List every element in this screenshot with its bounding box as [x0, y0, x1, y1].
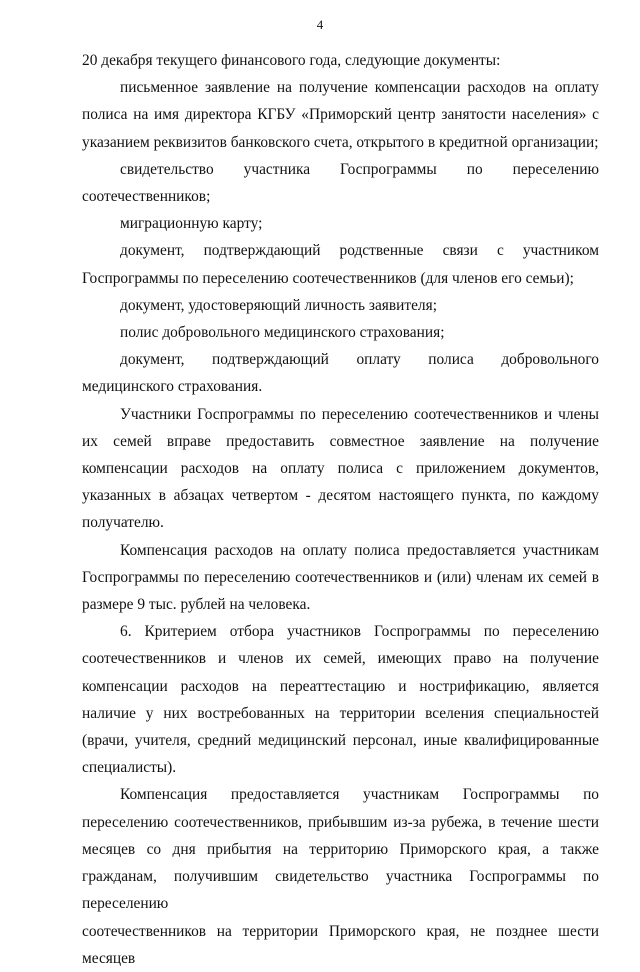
paragraph-joint-application: Участники Госпрограммы по переселению соотечественников и члены их семей вправе предоставить совместное заявление на получение компенсации расходов на оплату полиса с приложением документов, указанных в абзацах четвертом - десятом настоящего пункта, по каждому получателю.	[82, 405, 599, 532]
paragraph-payment-document: документ, подтверждающий оплату полиса добровольного медицинского страхования.	[82, 351, 599, 396]
paragraph-kinship-document: документ, подтверждающий родственные связи с участником Госпрограммы по переселению соотечественников (для членов его семьи);	[82, 242, 599, 287]
paragraph-migration-card: миграционную карту;	[120, 215, 263, 233]
paragraph-identity-document: документ, удостоверяющий личность заявителя;	[120, 296, 437, 314]
document-body	[82, 47, 599, 972]
page-number: 4	[316, 17, 324, 32]
paragraph-selection-criterion: 6. Критерием отбора участников Госпрограммы по переселению соотечественников и членов их семей, имеющих право на получение компенсации расходов на переаттестацию и нострификацию, является наличие у них востребованных на территории вселения специальностей (врачи, учителя, средний медицинский персонал, иные квалифицированные специалисты).	[82, 623, 599, 777]
paragraph-compensation-amount: Компенсация расходов на оплату полиса предоставляется участникам Госпрограммы по переселению соотечественников и (или) членам их семей в размере 9 тыс. рублей на человека.	[82, 541, 599, 614]
paragraph-application: письменное заявление на получение компенсации расходов на оплату полиса на имя директора КГБУ «Приморский центр занятости населения» с указанием реквизитов банковского счета, открытого в кредитной организации;	[82, 79, 599, 151]
paragraph-insurance-policy: полис добровольного медицинского страхования;	[120, 324, 445, 342]
paragraph-continuation: 20 декабря текущего финансового года, следующие документы:	[82, 52, 501, 69]
paragraph-compensation-terms-continued: соотечественников на территории Приморского края, не позднее шести месяцев	[82, 922, 599, 967]
paragraph-compensation-terms: Компенсация предоставляется участникам Госпрограммы по переселению соотечественников, прибывшим из-за рубежа, в течение шести месяцев со дня прибытия на территорию Приморского края, а также гражданам, получившим свидетельство участника Госпрограммы по переселению	[82, 786, 599, 913]
paragraph-certificate: свидетельство участника Госпрограммы по переселению соотечественников;	[82, 160, 599, 206]
